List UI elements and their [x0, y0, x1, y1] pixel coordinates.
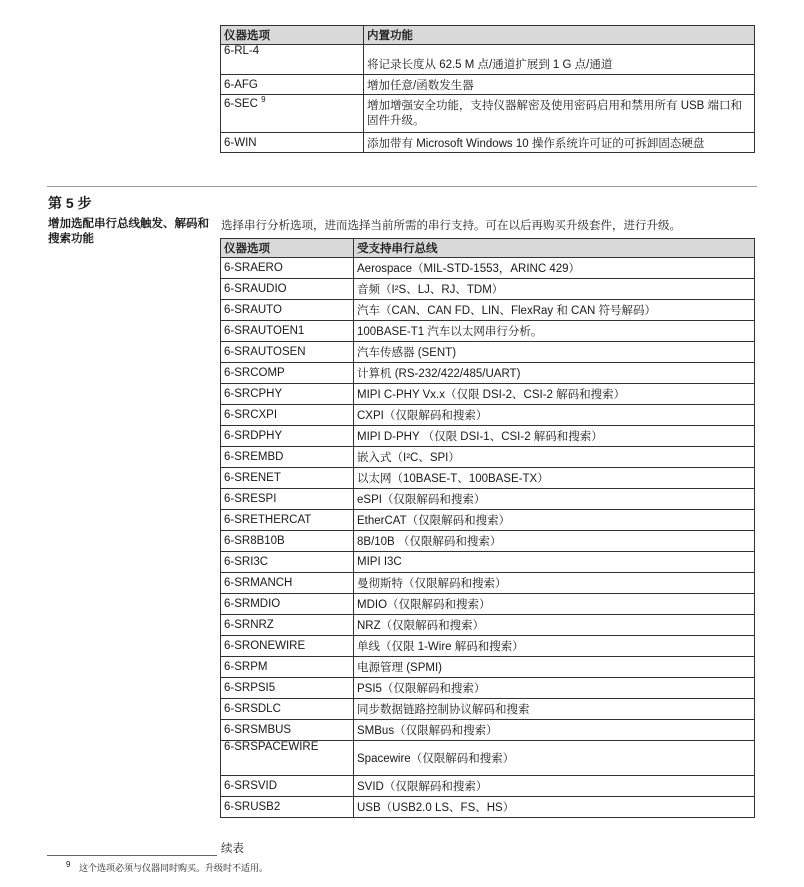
- option-cell: 6-SRONEWIRE: [221, 636, 354, 657]
- table-row: [221, 342, 755, 363]
- footnote: [66, 860, 268, 874]
- table-row: [221, 657, 755, 678]
- table-row: [221, 489, 755, 510]
- option-cell: 6-SRAUTOSEN: [221, 342, 354, 363]
- table-row: [221, 468, 755, 489]
- option-cell: 6-SRDPHY: [221, 426, 354, 447]
- option-cell: 6-SRCOMP: [221, 363, 354, 384]
- option-cell: 6-SEC $^9$: [221, 95, 364, 133]
- serial-bus-cell: MIPI D-PHY （仅限 DSI-1、CSI-2 解码和搜索）: [354, 426, 755, 447]
- intro-text: 选择串行分析选项，进而选择当前所需的串行支持。可在以后再购买升级套件，进行升级。: [221, 220, 681, 232]
- serial-bus-cell: 100BASE-T1 汽车以太网串行分析。: [354, 321, 755, 342]
- option-cell: 6-SRSPACEWIRE: [221, 741, 354, 776]
- serial-bus-cell: CXPI（仅限解码和搜索）: [354, 405, 755, 426]
- serial-bus-cell: 汽车传感器 (SENT): [354, 342, 755, 363]
- table-row: [221, 678, 755, 699]
- serial-bus-table: [220, 238, 755, 818]
- table-row: [221, 384, 755, 405]
- header-feature: 内置功能: [364, 26, 755, 45]
- header-option: 仪器选项: [221, 26, 364, 45]
- step-title: 第 5 步: [48, 195, 92, 211]
- serial-bus-cell: eSPI（仅限解码和搜索）: [354, 489, 755, 510]
- serial-bus-cell: MIPI C-PHY Vx.x（仅限 DSI-2、CSI-2 解码和搜索）: [354, 384, 755, 405]
- serial-bus-cell: 8B/10B （仅限解码和搜索）: [354, 531, 755, 552]
- table-row: [221, 797, 755, 818]
- option-cell: 6-SRMANCH: [221, 573, 354, 594]
- table-row: [221, 573, 755, 594]
- serial-bus-cell: 单线（仅限 1-Wire 解码和搜索）: [354, 636, 755, 657]
- option-cell: 6-SRNRZ: [221, 615, 354, 636]
- serial-bus-cell: Spacewire（仅限解码和搜索）: [354, 741, 755, 776]
- serial-bus-cell: 计算机 (RS-232/422/485/UART): [354, 363, 755, 384]
- option-cell: 6-SRCPHY: [221, 384, 354, 405]
- option-cell: 6-SRI3C: [221, 552, 354, 573]
- table-row: [221, 447, 755, 468]
- option-cell: 6-SRMDIO: [221, 594, 354, 615]
- option-cell: 6-SRESPI: [221, 489, 354, 510]
- footnote-text: 这个选项必须与仪器同时购买。升级时不适用。: [78, 863, 268, 873]
- table-row: [221, 615, 755, 636]
- option-cell: 6-SRSDLC: [221, 699, 354, 720]
- footnote-divider: [47, 855, 217, 856]
- table-row: [221, 45, 755, 75]
- continued-label: 续表: [221, 843, 244, 855]
- section-divider: [47, 186, 757, 187]
- option-cell: 6-SRPSI5: [221, 678, 354, 699]
- table-row: [221, 300, 755, 321]
- table-row: [221, 510, 755, 531]
- feature-cell: 增加增强安全功能，支持仪器解密及使用密码启用和禁用所有 USB 端口和固件升级。: [364, 95, 755, 133]
- option-cell: 6-SRAUTOEN1: [221, 321, 354, 342]
- option-cell: 6-WIN: [221, 133, 364, 153]
- side-heading: 增加选配串行总线触发、解码和搜索功能: [48, 218, 209, 245]
- serial-bus-cell: 曼彻斯特（仅限解码和搜索）: [354, 573, 755, 594]
- option-cell: 6-SRUSB2: [221, 797, 354, 818]
- serial-bus-cell: USB（USB2.0 LS、FS、HS）: [354, 797, 755, 818]
- table-row: [221, 75, 755, 95]
- serial-bus-cell: EtherCAT（仅限解码和搜索）: [354, 510, 755, 531]
- serial-bus-cell: SMBus（仅限解码和搜索）: [354, 720, 755, 741]
- footnote-ref: 9: [261, 95, 266, 104]
- footnote-mark: 9: [66, 860, 71, 869]
- feature-cell: 将记录长度从 62.5 M 点/通道扩展到 1 G 点/通道: [364, 45, 755, 75]
- feature-cell: 增加任意/函数发生器: [364, 75, 755, 95]
- option-cell: 6-SRAUTO: [221, 300, 354, 321]
- table-row: [221, 321, 755, 342]
- serial-bus-cell: 嵌入式（I²C、SPI）: [354, 447, 755, 468]
- serial-bus-cell: MIPI I3C: [354, 552, 755, 573]
- header-serial-bus: 受支持串行总线: [354, 239, 755, 258]
- table-row: [221, 426, 755, 447]
- serial-bus-cell: MDIO（仅限解码和搜索）: [354, 594, 755, 615]
- table-row: [221, 720, 755, 741]
- table-row: [221, 594, 755, 615]
- table-row: [221, 552, 755, 573]
- table-row: [221, 531, 755, 552]
- serial-bus-cell: 同步数据链路控制协议解码和搜索: [354, 699, 755, 720]
- table-row: [221, 363, 755, 384]
- option-cell: 6-SRSVID: [221, 776, 354, 797]
- table-header-row: [221, 239, 755, 258]
- serial-bus-cell: Aerospace（MIL-STD-1553，ARINC 429）: [354, 258, 755, 279]
- table-row: [221, 279, 755, 300]
- table-row: [221, 405, 755, 426]
- feature-cell: 添加带有 Microsoft Windows 10 操作系统许可证的可拆卸固态硬盘: [364, 133, 755, 153]
- serial-bus-cell: 以太网（10BASE-T、100BASE-TX）: [354, 468, 755, 489]
- serial-bus-cell: 汽车（CAN、CAN FD、LIN、FlexRay 和 CAN 符号解码）: [354, 300, 755, 321]
- option-cell: 6-SR8B10B: [221, 531, 354, 552]
- option-cell: 6-SREMBD: [221, 447, 354, 468]
- table-row: [221, 95, 755, 133]
- table-row: [221, 699, 755, 720]
- serial-bus-cell: SVID（仅限解码和搜索）: [354, 776, 755, 797]
- serial-bus-cell: PSI5（仅限解码和搜索）: [354, 678, 755, 699]
- option-cell: 6-AFG: [221, 75, 364, 95]
- option-cell: 6-SRSMBUS: [221, 720, 354, 741]
- serial-bus-cell: NRZ（仅限解码和搜索）: [354, 615, 755, 636]
- option-cell: 6-SRAERO: [221, 258, 354, 279]
- table-row: [221, 776, 755, 797]
- option-cell: 6-SRAUDIO: [221, 279, 354, 300]
- serial-bus-cell: 音频（I²S、LJ、RJ、TDM）: [354, 279, 755, 300]
- table-row: [221, 636, 755, 657]
- option-cell: 6-RL-4: [221, 45, 364, 75]
- serial-bus-cell: 电源管理 (SPMI): [354, 657, 755, 678]
- table-row: [221, 741, 755, 776]
- table-row: [221, 258, 755, 279]
- option-cell: 6-SRCXPI: [221, 405, 354, 426]
- table-header-row: [221, 26, 755, 45]
- option-cell: 6-SRPM: [221, 657, 354, 678]
- table-row: [221, 133, 755, 153]
- header-option: 仪器选项: [221, 239, 354, 258]
- option-cell: 6-SRENET: [221, 468, 354, 489]
- builtin-features-table: [220, 25, 755, 153]
- option-cell: 6-SRETHERCAT: [221, 510, 354, 531]
